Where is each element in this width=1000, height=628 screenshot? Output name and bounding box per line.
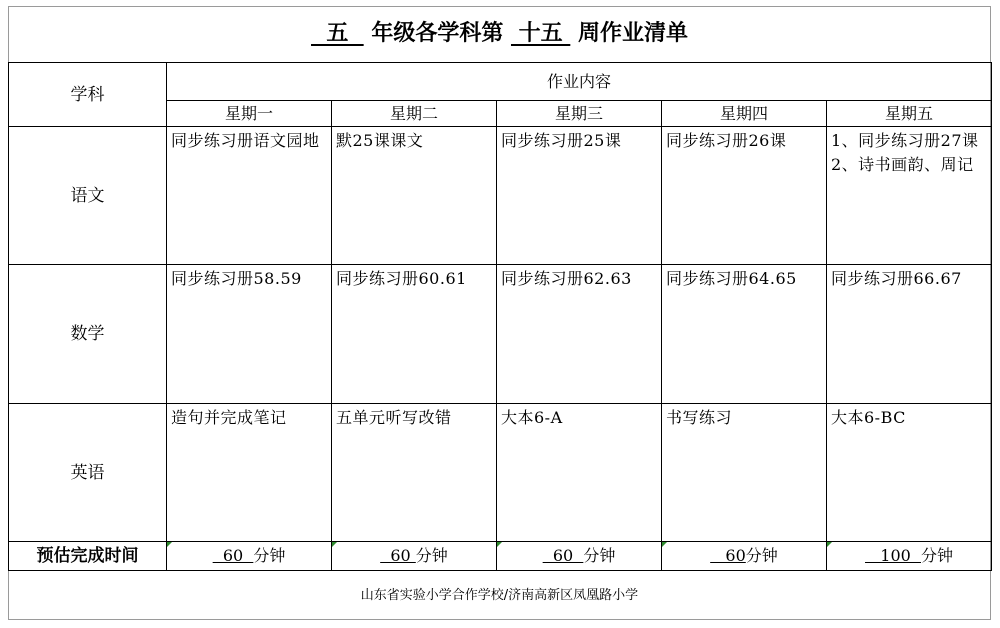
homework-cell: 同步练习册26课 [662, 127, 827, 265]
page-title [8, 16, 991, 47]
subject-cell: 数学 [9, 265, 167, 404]
table-row [9, 265, 992, 404]
time-value: 60 [212, 546, 254, 565]
subject-cell: 英语 [9, 404, 167, 542]
subject-header: 学科 [9, 63, 167, 127]
time-row [9, 542, 992, 571]
time-unit: 分钟 [745, 546, 778, 565]
subject-cell: 语文 [9, 127, 167, 265]
time-label: 预估完成时间 [9, 542, 167, 571]
cell-marker-icon [827, 542, 832, 547]
header-row [9, 63, 992, 101]
day-header: 星期五 [827, 101, 992, 127]
homework-cell: 同步练习册66.67 [827, 265, 992, 404]
day-header: 星期三 [497, 101, 662, 127]
homework-cell: 大本6-BC [827, 404, 992, 542]
day-header: 星期一 [167, 101, 332, 127]
homework-cell: 五单元听写改错 [332, 404, 497, 542]
time-cell [497, 542, 662, 571]
homework-cell: 同步练习册62.63 [497, 265, 662, 404]
time-value: 60 [542, 546, 584, 565]
content-header: 作业内容 [167, 63, 992, 101]
homework-cell: 同步练习册64.65 [662, 265, 827, 404]
time-unit: 分钟 [920, 546, 953, 565]
homework-cell: 同步练习册58.59 [167, 265, 332, 404]
time-cell [827, 542, 992, 571]
title-mid: 年级各学科第 [363, 21, 511, 46]
cell-marker-icon [167, 542, 172, 547]
time-unit: 分钟 [583, 546, 616, 565]
time-cell [332, 542, 497, 571]
title-grade: 五 [311, 21, 364, 46]
cell-marker-icon [332, 542, 337, 547]
homework-cell: 书写练习 [662, 404, 827, 542]
cell-marker-icon [497, 542, 502, 547]
homework-cell: 大本6-A [497, 404, 662, 542]
title-week: 十五 [510, 21, 571, 46]
day-header: 星期二 [332, 101, 497, 127]
time-unit: 分钟 [253, 546, 286, 565]
table-row [9, 127, 992, 265]
day-header: 星期四 [662, 101, 827, 127]
homework-cell: 同步练习册25课 [497, 127, 662, 265]
time-value: 100 [865, 546, 921, 565]
cell-marker-icon [662, 542, 667, 547]
homework-cell: 默25课课文 [332, 127, 497, 265]
time-cell [662, 542, 827, 571]
title-tail: 周作业清单 [570, 21, 688, 46]
homework-cell: 1、同步练习册27课 2、诗书画韵、周记 [827, 127, 992, 265]
homework-cell: 造句并完成笔记 [167, 404, 332, 542]
table-row [9, 404, 992, 542]
time-cell [167, 542, 332, 571]
homework-cell: 同步练习册60.61 [332, 265, 497, 404]
time-unit: 分钟 [415, 546, 448, 565]
homework-cell: 同步练习册语文园地 [167, 127, 332, 265]
time-value: 60 [710, 546, 746, 565]
time-value: 60 [380, 546, 416, 565]
homework-table [8, 62, 992, 571]
footer-school-name: 山东省实验小学合作学校/济南高新区凤凰路小学 [360, 588, 639, 603]
